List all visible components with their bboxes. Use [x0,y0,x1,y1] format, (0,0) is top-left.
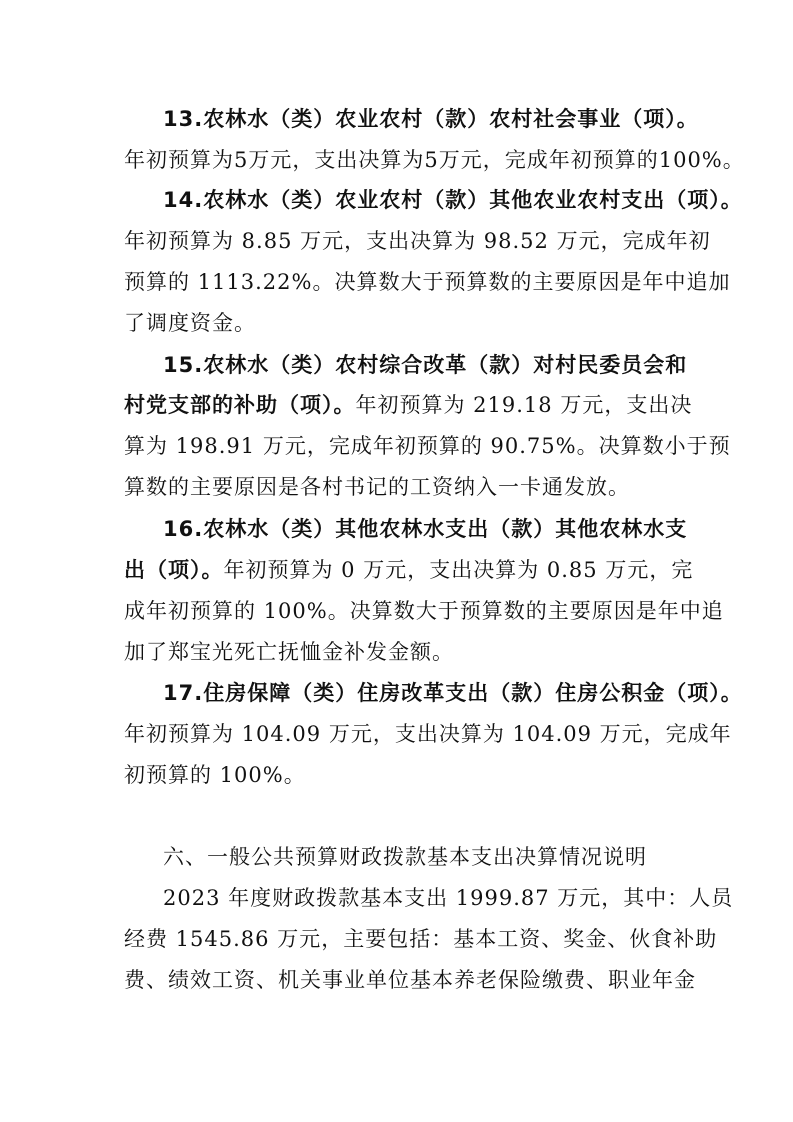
item-15-body-line: 算为 198.91 万元，完成年初预算的 90.75%。决算数小于预 [124,434,731,458]
item-15-title-continued: 村党支部的补助（项）。 [124,393,356,417]
item-16-body-start: 年初预算为 0 万元，支出决算为 0.85 万元，完 [223,558,694,582]
item-13-title: 13.农林水（类）农业农村（款）农村社会事业（项）。 [163,107,699,131]
item-15-title: 15.农林水（类）农村综合改革（款）对村民委员会和 [163,353,688,377]
item-17-body-line: 初预算的 100%。 [124,763,306,787]
item-15-title-line [124,391,693,419]
item-16-title-continued: 出（项）。 [124,558,224,582]
item-14-body-line: 年初预算为 8.85 万元，支出决算为 98.52 万元，完成年初 [124,229,711,253]
item-14-body-line: 了调度资金。 [124,311,256,335]
item-16-body-line: 加了郑宝光死亡抚恤金补发金额。 [124,640,454,664]
item-15-body-line: 算数的主要原因是各村书记的工资纳入一卡通发放。 [124,475,630,499]
item-16-body-line: 成年初预算的 100%。决算数大于预算数的主要原因是年中追 [124,599,724,623]
item-17-title: 17.住房保障（类）住房改革支出（款）住房公积金（项）。 [163,681,743,705]
section-body-line: 费、绩效工资、机关事业单位基本养老保险缴费、职业年金 [124,968,696,992]
item-14-body-line: 预算的 1113.22%。决算数大于预算数的主要原因是年中追加 [124,270,731,294]
section-body-line: 经费 1545.86 万元，主要包括：基本工资、奖金、伙食补助 [124,927,718,951]
item-16-title: 16.农林水（类）其他农林水支出（款）其他农林水支 [163,517,688,541]
item-14-title: 14.农林水（类）农业农村（款）其他农业农村支出（项）。 [163,188,743,212]
section-heading: 六、一般公共预算财政拨款基本支出决算情况说明 [163,845,647,869]
item-13-body-line: 年初预算为5万元，支出决算为5万元，完成年初预算的100%。 [124,148,745,172]
section-body-line: 2023 年度财政拨款基本支出 1999.87 万元，其中：人员 [163,886,734,910]
item-15-body-start: 年初预算为 219.18 万元，支出决 [355,393,693,417]
item-17-body-line: 年初预算为 104.09 万元，支出决算为 104.09 万元，完成年 [124,722,732,746]
item-16-title-line [124,556,694,584]
